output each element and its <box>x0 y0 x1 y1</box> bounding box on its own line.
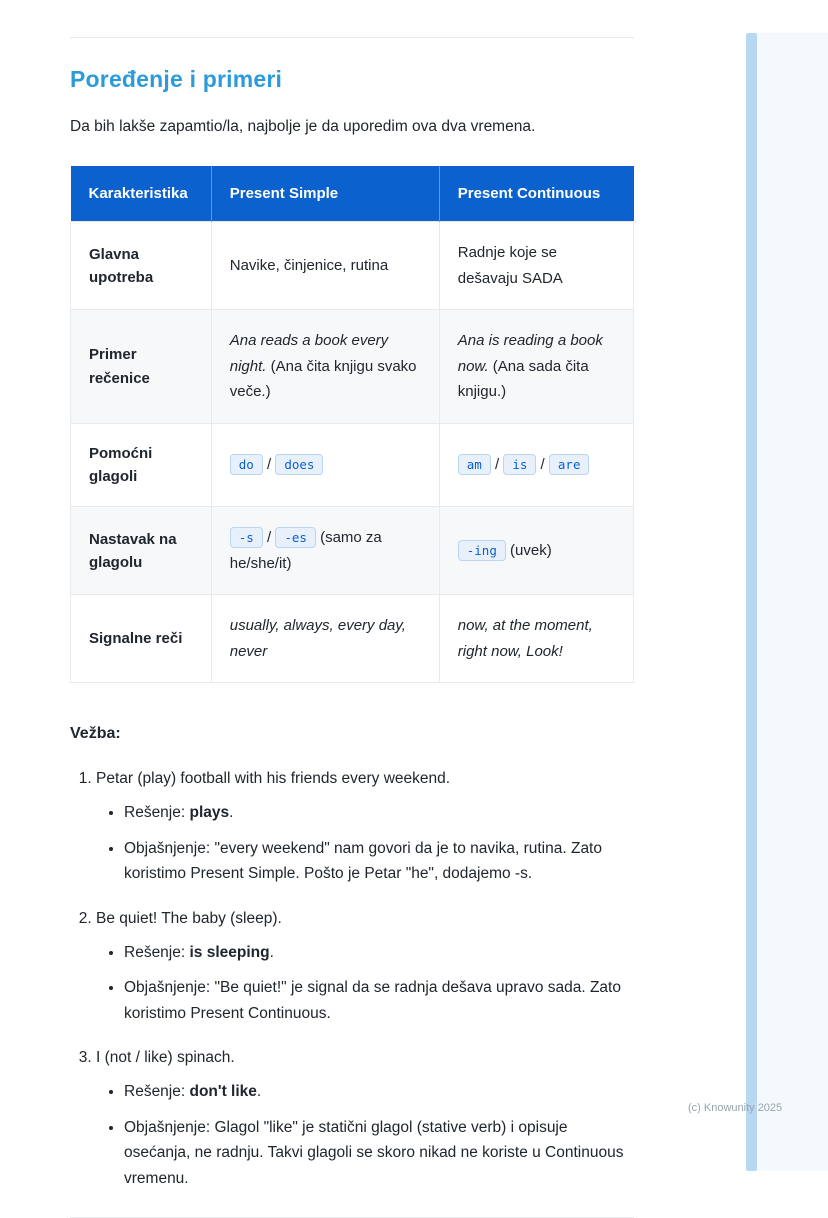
cell-present-simple <box>211 423 439 507</box>
text-segment: don't like <box>189 1083 257 1101</box>
text-segment: Radnje koje se dešavaju SADA <box>457 244 563 287</box>
exercise-bullet <box>124 800 634 826</box>
copyright-note: (c) Knowunity 2025 <box>688 1102 783 1114</box>
cell-present-continuous <box>439 222 633 310</box>
text-segment: (uvek) <box>505 542 552 559</box>
text-segment: Navike, činjenice, rutina <box>229 257 389 274</box>
code-chip: are <box>549 454 590 475</box>
text-segment: . <box>256 1083 262 1101</box>
cell-present-simple <box>211 310 439 424</box>
page-title: Poređenje i primeri <box>70 66 283 92</box>
text-segment: Objašnjenje: Glagol "like" je statični glagol (stative verb) i opisuje osećanja, ne radnju. Takvi glagoli se skoro nikad ne koriste u Continuous vremenu. <box>124 1118 624 1187</box>
text-segment: Rešenje: <box>124 804 190 822</box>
text-segment: . <box>229 804 234 822</box>
exercise-bullet <box>124 836 634 887</box>
code-chip: -s <box>230 527 263 548</box>
header-cell-karakteristika: Karakteristika <box>71 166 212 222</box>
exercise-bullet <box>124 1115 634 1192</box>
text-segment: . <box>269 943 274 961</box>
table-row <box>71 595 634 683</box>
exercise-item <box>96 907 634 1026</box>
exercise-question: 3. I (not / like) spinach. <box>96 1049 235 1067</box>
header-cell-present-simple: Present Simple <box>211 166 439 222</box>
content-column <box>70 0 634 1218</box>
code-chip: -ing <box>458 540 506 561</box>
text-segment: plays <box>189 804 230 822</box>
comparison-table <box>70 166 634 683</box>
text-segment: now, at the moment, right now, Look! <box>457 617 593 660</box>
exercise-bullet <box>124 1079 634 1105</box>
text-segment: Ana reads a book every night. <box>229 332 389 375</box>
intro-paragraph: Da bih lakše zapamtio/la, najbolje je da uporedim ova dva vremena. <box>70 118 536 135</box>
table-row <box>71 507 634 595</box>
cell-present-continuous <box>439 595 633 683</box>
row-label: Signalne reči <box>71 595 212 683</box>
header-cell-present-continuous: Present Continuous <box>439 166 633 222</box>
cell-present-simple <box>211 595 439 683</box>
scroll-rail[interactable] <box>746 33 757 1171</box>
code-chip: -es <box>275 527 316 548</box>
text-segment: is sleeping <box>189 943 270 961</box>
text-segment: usually, always, every day, never <box>229 617 406 660</box>
row-label: Pomoćni glagoli <box>71 423 212 507</box>
cell-present-continuous <box>439 507 633 595</box>
row-label: Primer rečenice <box>71 310 212 424</box>
exercise-item <box>96 1046 634 1191</box>
text-segment: (Ana čita knjigu svako veče.) <box>229 357 417 401</box>
table-header-row <box>71 166 634 222</box>
code-chip: am <box>458 454 491 475</box>
exercise-heading: Vežba: <box>70 725 121 743</box>
exercise-list <box>70 767 634 1191</box>
table-row <box>71 310 634 424</box>
text-segment: Rešenje: <box>124 1083 190 1101</box>
table-row <box>71 423 634 507</box>
exercise-bullets <box>96 940 634 1027</box>
text-segment: Ana is reading a book now. <box>457 332 603 375</box>
text-segment: (samo za he/she/it) <box>229 529 382 572</box>
exercise-bullets <box>96 1079 634 1191</box>
comparison-table-body <box>71 222 634 683</box>
exercise-bullets <box>96 800 634 887</box>
code-chip: do <box>230 454 263 475</box>
text-segment: Objašnjenje: "every weekend" nam govori da je to navika, rutina. Zato koristimo Present Simple. Pošto je Petar "he", dodajemo -s. <box>124 839 602 883</box>
text-segment: (Ana sada čita knjigu.) <box>457 357 589 401</box>
code-chip: is <box>503 454 536 475</box>
text-segment: Objašnjenje: "Be quiet!" je signal da se radnja dešava upravo sada. Zato koristimo Present Continuous. <box>124 979 621 1022</box>
cell-present-continuous <box>439 423 633 507</box>
text-segment: / <box>262 456 276 474</box>
text-segment: Rešenje: <box>124 943 190 961</box>
exercise-question: 1. Petar (play) football with his friends every weekend. <box>96 770 451 788</box>
exercise-item <box>96 767 634 886</box>
text-segment: / <box>490 456 504 474</box>
cell-present-simple <box>211 507 439 595</box>
exercise-bullet <box>124 975 634 1026</box>
table-row <box>71 222 634 310</box>
row-label: Glavna upotreba <box>71 222 212 310</box>
code-chip: does <box>275 454 323 475</box>
cell-present-simple <box>211 222 439 310</box>
text-segment: / <box>536 456 549 474</box>
top-divider <box>70 37 634 38</box>
page-gutter <box>757 33 828 1171</box>
exercise-bullet <box>124 940 634 966</box>
cell-present-continuous <box>439 310 633 424</box>
exercise-question: 2. Be quiet! The baby (sleep). <box>96 909 282 927</box>
row-label: Nastavak na glagolu <box>71 507 212 595</box>
text-segment: / <box>262 529 276 547</box>
